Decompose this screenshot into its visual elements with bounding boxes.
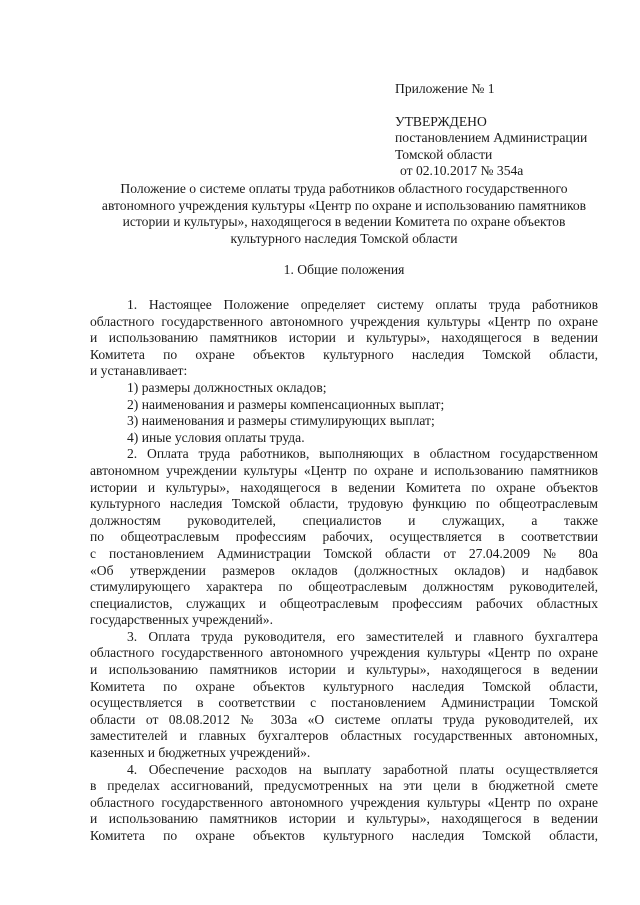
text-line: стимулирующего характера по общеотраслевым должностям руководителей, [90,579,598,595]
title-line: истории и культуры», находящегося в ведении Комитета по охране объектов [122,214,566,230]
text-line: 2. Оплата труда работников, выполняющих в областном государственном [127,446,598,462]
text-line: областного государственного автономного учреждения культуры «Центр по охране [90,313,598,329]
document-body [90,297,598,845]
text-line: областного государственного автономного учреждения культуры «Центр по охране [90,794,598,810]
text-line: областного государственного автономного учреждения культуры «Центр по охране [90,645,598,661]
text-line: и использованию памятников истории и культуры», находящегося в ведении [90,811,598,827]
list-item [90,397,598,414]
text-line: 2) наименования и размеры компенсационных выплат; [127,396,445,412]
paragraph [90,446,598,629]
list-item [90,413,598,430]
document-title [90,181,598,247]
paragraph [90,297,598,380]
text-line: 4. Обеспечение расходов на выплату заработной платы осуществляется [127,761,598,777]
approval-date: от 02.10.2017 № 354а [400,163,524,178]
text-line: 1. Настоящее Положение определяет систему оплаты труда работников [127,297,598,312]
text-line: казенных и бюджетных учреждений». [90,745,311,761]
spacer [395,98,630,114]
appendix-label: Приложение № 1 [395,81,495,96]
text-line: по общеотраслевым профессиям рабочих, осуществляется в соответствии [90,529,598,545]
text-line: автономном учреждении культуры «Центр по охране и использованию памятников [90,462,598,478]
text-line: области от 08.08.2012 № 303а «О системе оплаты труда руководителей, их [90,711,598,727]
section-heading: 1. Общие положения [283,262,405,277]
text-line: 3) наименования и размеры стимулирующих выплат; [127,413,435,429]
text-line: «Об утверждении размеров окладов (должностных окладов) и надбавок [90,562,598,578]
title-line: Положение о системе оплаты труда работников областного государственного [120,181,568,196]
approval-line: постановлением Администрации [395,130,588,145]
text-line: государственных учреждений». [90,612,273,628]
title-line: культурного наследия Томской области [230,230,458,246]
text-line: 4) иные условия оплаты труда. [127,429,305,445]
text-line: Комитета по охране объектов культурного наследия Томской области, [90,828,598,843]
approval-block [395,81,630,180]
text-line: осуществляется в соответствии с постановлением Администрации Томской [90,695,598,711]
text-line: истории и культуры», находящегося в ведении Комитета по охране объектов [90,479,598,495]
approval-line: Томской области [395,146,493,162]
text-line: 3. Оплата труда руководителя, его заместителей и главного бухгалтера [127,628,598,644]
title-line: автономного учреждения культуры «Центр по охране и использованию памятников [101,197,587,213]
text-line: в пределах ассигнований, предусмотренных на эти цели в бюджетной смете [90,778,598,794]
text-line: и использованию памятников истории и культуры», находящегося в ведении [90,662,598,678]
text-line: культурного наследия Томской области, трудовую функцию по общеотраслевым [90,496,598,512]
paragraph [90,762,598,845]
paragraph [90,629,598,762]
list-item [90,430,598,447]
text-line: и устанавливает: [90,363,188,379]
list-item [90,380,598,397]
text-line: Комитета по охране объектов культурного наследия Томской области, [90,346,598,362]
text-line: специалистов, служащих и общеотраслевым профессиям рабочих областных [90,595,598,611]
text-line: и использованию памятников истории и культуры», находящегося в ведении [90,330,598,346]
text-line: должностям руководителей, специалистов и служащих, а также [90,512,598,528]
text-line: с постановлением Администрации Томской области от 27.04.2009 № 80а [90,545,598,561]
text-line: заместителей и главных бухгалтеров областных государственных автономных, [90,728,598,744]
text-line: Комитета по охране объектов культурного наследия Томской области, [90,678,598,694]
text-line: 1) размеры должностных окладов; [127,379,327,395]
approved-stamp: УТВЕРЖДЕНО [395,113,487,129]
